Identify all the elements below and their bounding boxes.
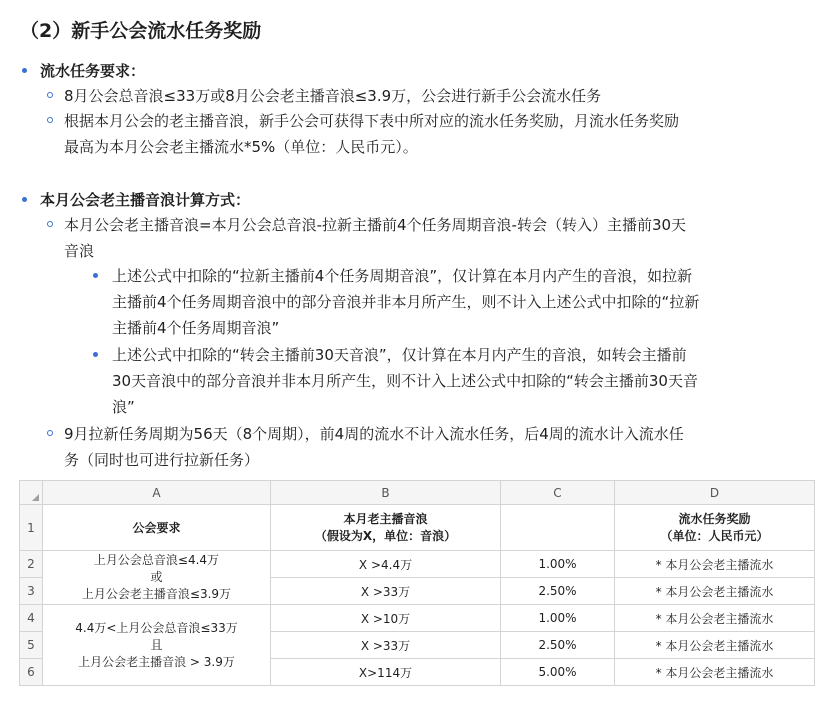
calc-title: 本月公会老主播音浪计算方式： <box>40 191 251 209</box>
table-row <box>20 505 815 551</box>
audio-threshold-cell[interactable]: X >33万 <box>271 578 501 605</box>
group1-line2: 或 <box>150 570 163 584</box>
reward-cell[interactable]: * 本月公会老主播流水 <box>615 551 815 578</box>
audio-threshold-cell[interactable]: X >4.4万 <box>271 551 501 578</box>
header-cell-requirement[interactable]: 公会要求 <box>43 505 271 551</box>
header-cell-empty[interactable] <box>501 505 615 551</box>
rate-cell[interactable]: 1.00% <box>501 551 615 578</box>
header-reward-line2: （单位：人民币元） <box>660 528 769 543</box>
note2-line-b: 30天音浪中的部分音浪并非本月所产生，则不计入上述公式中扣除的“转会主播前30天音 <box>112 372 698 390</box>
group1-line3: 上月公会老主播音浪≤3.9万 <box>81 587 232 601</box>
table-row <box>20 605 815 632</box>
rate-cell[interactable]: 2.50% <box>501 632 615 659</box>
reward-cell[interactable]: * 本月公会老主播流水 <box>615 605 815 632</box>
column-header-a[interactable]: A <box>43 481 271 505</box>
reward-cell[interactable]: * 本月公会老主播流水 <box>615 659 815 686</box>
note1-line-a: 上述公式中扣除的“拉新主播前4个任务周期音浪”，仅计算在本月内产生的音浪，如拉新 <box>112 267 693 285</box>
rate-cell[interactable]: 5.00% <box>501 659 615 686</box>
requirement-group-1[interactable] <box>43 551 271 605</box>
column-header-row <box>20 481 815 505</box>
audio-threshold-cell[interactable]: X >10万 <box>271 605 501 632</box>
header-cell-reward[interactable] <box>615 505 815 551</box>
note1-line-b: 主播前4个任务周期音浪中的部分音浪并非本月所产生，则不计入上述公式中扣除的“拉新 <box>112 293 700 311</box>
requirement-line-1: 8月公会总音浪≤33万或8月公会老主播音浪≤3.9万，公会进行新手公会流水任务 <box>64 87 602 105</box>
table-row <box>20 551 815 578</box>
bullet-dot-icon <box>22 197 27 202</box>
cycle-line-b: 务（同时也可进行拉新任务） <box>64 451 260 469</box>
formula-line-a: 本月公会老主播音浪=本月公会总音浪-拉新主播前4个任务周期音浪-转会（转入）主播前30天 <box>64 216 687 234</box>
cycle-line-a: 9月拉新任务周期为56天（8个周期），前4周的流水不计入流水任务，后4周的流水计入流水任 <box>64 425 684 443</box>
reward-cell[interactable]: * 本月公会老主播流水 <box>615 578 815 605</box>
bullet-dot-icon <box>93 352 98 357</box>
row-number[interactable]: 5 <box>20 632 43 659</box>
header-reward-line1: 流水任务奖励 <box>678 511 751 526</box>
header-audio-line2: （假设为X，单位：音浪） <box>314 528 457 543</box>
requirement-line-2a: 根据本月公会的老主播音浪，新手公会可获得下表中所对应的流水任务奖励，月流水任务奖励 <box>64 112 680 130</box>
bullet-dot-icon <box>22 68 27 73</box>
row-number[interactable]: 2 <box>20 551 43 578</box>
note1-line-c: 主播前4个任务周期音浪” <box>112 319 280 337</box>
note2-line-a: 上述公式中扣除的“转会主播前30天音浪”，仅计算在本月内产生的音浪，如转会主播前 <box>112 346 687 364</box>
column-header-c[interactable]: C <box>501 481 615 505</box>
requirement-line-2b: 最高为本月公会老主播流水*5%（单位：人民币元）。 <box>64 138 418 156</box>
bullet-circle-icon <box>47 430 53 436</box>
audio-threshold-cell[interactable]: X >33万 <box>271 632 501 659</box>
bullet-circle-icon <box>47 221 53 227</box>
header-cell-audio[interactable] <box>271 505 501 551</box>
bullet-circle-icon <box>47 92 53 98</box>
requirements-title: 流水任务要求： <box>40 62 146 80</box>
row-number[interactable]: 3 <box>20 578 43 605</box>
select-all-corner[interactable] <box>20 481 43 505</box>
column-header-d[interactable]: D <box>615 481 815 505</box>
rate-cell[interactable]: 1.00% <box>501 605 615 632</box>
row-number[interactable]: 1 <box>20 505 43 551</box>
requirement-group-2[interactable] <box>43 605 271 686</box>
group2-line1: 4.4万<上月公会总音浪≤33万 <box>75 620 238 635</box>
reward-cell[interactable]: * 本月公会老主播流水 <box>615 632 815 659</box>
group1-line1: 上月公会总音浪≤4.4万 <box>93 553 220 567</box>
group2-line2: 且 <box>150 637 163 652</box>
row-number[interactable]: 6 <box>20 659 43 686</box>
section-heading: （2）新手公会流水任务奖励 <box>20 20 262 42</box>
reward-spreadsheet <box>19 480 815 686</box>
rate-cell[interactable]: 2.50% <box>501 578 615 605</box>
header-audio-line1: 本月老主播音浪 <box>343 511 428 526</box>
formula-line-b: 音浪 <box>64 242 95 260</box>
bullet-dot-icon <box>93 273 98 278</box>
audio-threshold-cell[interactable]: X>114万 <box>271 659 501 686</box>
group2-line3: 上月公会老主播音浪 > 3.9万 <box>78 654 235 669</box>
row-number[interactable]: 4 <box>20 605 43 632</box>
column-header-b[interactable]: B <box>271 481 501 505</box>
bullet-circle-icon <box>47 117 53 123</box>
note2-line-c: 浪” <box>112 398 135 416</box>
